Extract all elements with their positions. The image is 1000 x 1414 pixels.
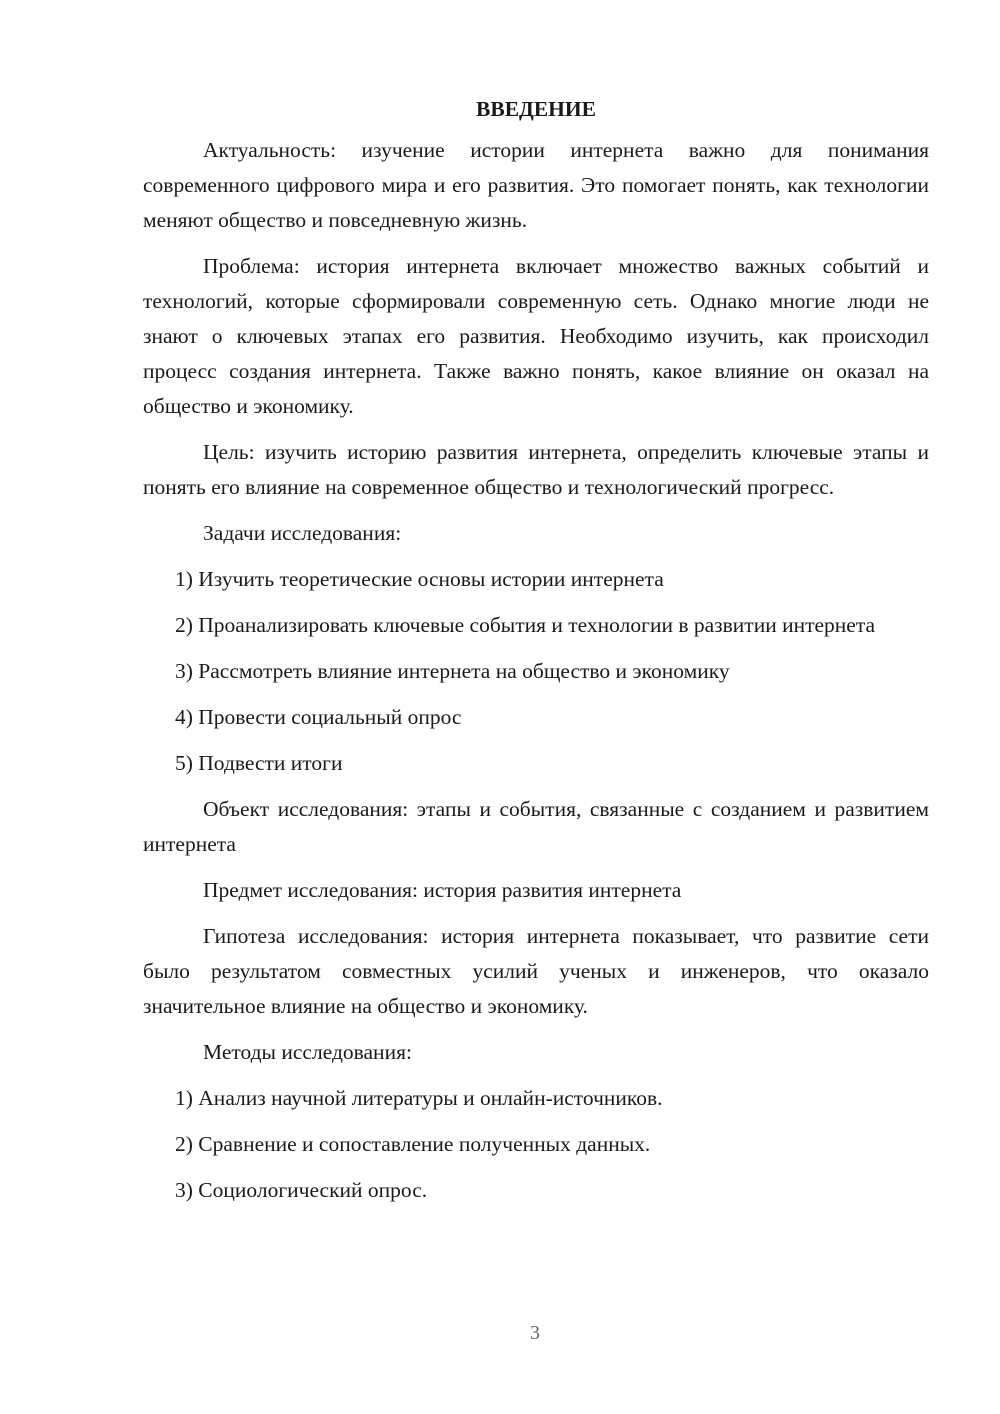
task-item: 3) Рассмотреть влияние интернета на общество и экономику: [175, 659, 730, 683]
relevance-paragraph: Актуальность: изучение истории интернета важно для понимания современного цифрового мира и его развития. Это помогает понять, как технологии меняют общество и повседневную жизнь.: [143, 138, 929, 232]
goal-paragraph: Цель: изучить историю развития интернета, определить ключевые этапы и понять его влияние на современное общество и технологический прогресс.: [143, 440, 929, 499]
method-item: 1) Анализ научной литературы и онлайн-источников.: [175, 1086, 663, 1110]
subject-paragraph: Предмет исследования: история развития интернета: [203, 878, 682, 902]
object-paragraph: Объект исследования: этапы и события, связанные с созданием и развитием интернета: [143, 797, 929, 856]
task-item: 5) Подвести итоги: [175, 751, 343, 775]
task-item: 4) Провести социальный опрос: [175, 705, 462, 729]
method-item: 3) Социологический опрос.: [175, 1178, 428, 1202]
problem-paragraph: Проблема: история интернета включает множество важных событий и технологий, которые сформировали современную сеть. Однако многие люди не знают о ключевых этапах его развития. Необходимо изучить, как происходил процесс создания интернета. Также важно понять, какое влияние он оказал на общество и экономику.: [143, 254, 929, 418]
document-body: [143, 92, 929, 1219]
tasks-heading: Задачи исследования:: [203, 521, 402, 545]
methods-heading: Методы исследования:: [203, 1040, 412, 1064]
task-item: 2) Проанализировать ключевые события и технологии в развитии интернета: [175, 613, 876, 637]
hypothesis-paragraph: Гипотеза исследования: история интернета показывает, что развитие сети было результатом совместных усилий ученых и инженеров, что оказало значительное влияние на общество и экономику.: [143, 924, 929, 1018]
method-item: 2) Сравнение и сопоставление полученных данных.: [175, 1132, 651, 1156]
page-title: ВВЕДЕНИЕ: [476, 97, 596, 121]
page-number: 3: [530, 1322, 540, 1344]
task-item: 1) Изучить теоретические основы истории интернета: [175, 567, 664, 591]
